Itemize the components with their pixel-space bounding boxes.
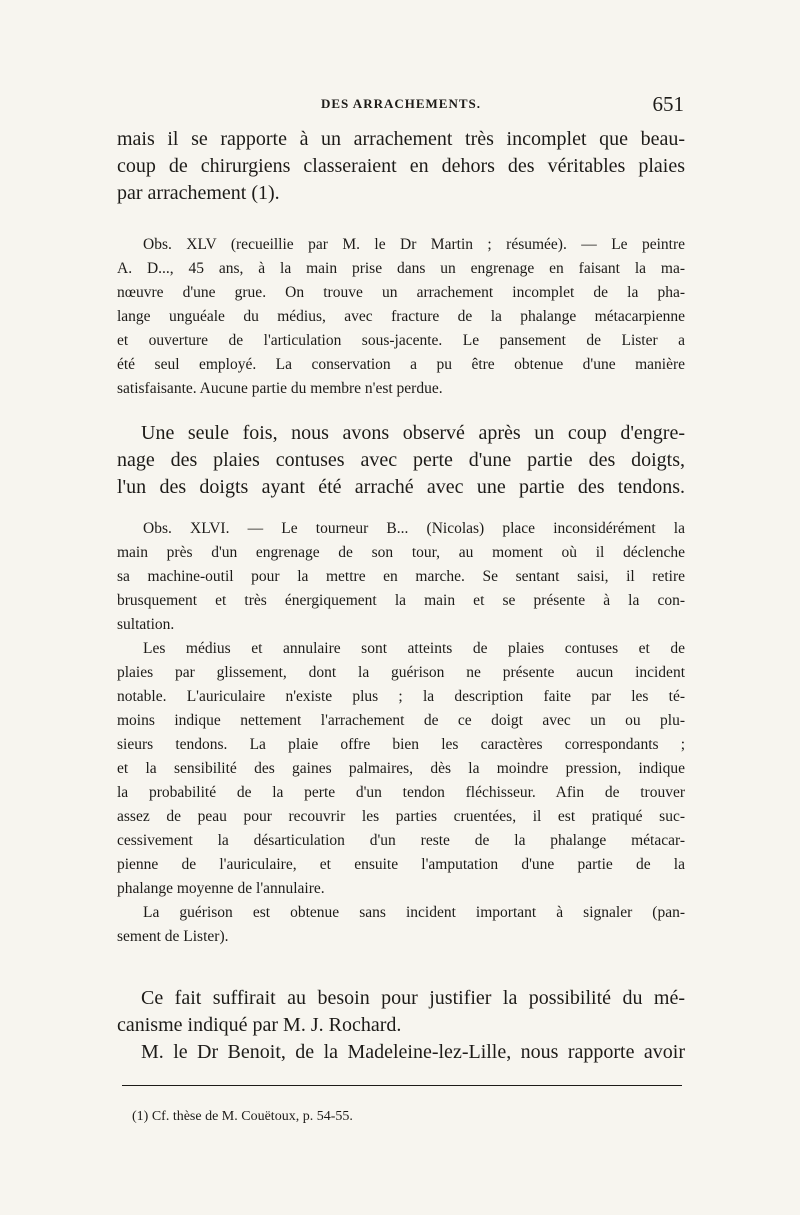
text-line: Une seule fois, nous avons observé après un coup d'engre- (141, 422, 685, 444)
text-line: Obs. XLVI. — Le tourneur B... (Nicolas) place inconsidérément la (143, 520, 685, 537)
text-line: coup de chirurgiens classeraient en dehors des véritables plaies (117, 155, 685, 177)
text-line: nœuvre d'une grue. On trouve un arrachement incomplet de la pha- (117, 284, 685, 301)
page-header (118, 92, 684, 120)
observation-xlv (117, 233, 685, 401)
text-line: sultation. (117, 616, 175, 633)
text-line: été seul employé. La conservation a pu être obtenue d'une manière (117, 356, 685, 373)
text-line: plaies par glissement, dont la guérison ne présente aucun incident (117, 664, 685, 681)
footnote (132, 1108, 692, 1126)
text-line: et la sensibilité des gaines palmaires, dès la moindre pression, indique (117, 760, 685, 777)
paragraph-intro (117, 126, 685, 207)
text-line: mais il se rapporte à un arrachement très incomplet que beau- (117, 128, 685, 150)
text-line: Obs. XLV (recueillie par M. le Dr Martin ; résumée). — Le peintre (143, 236, 685, 253)
paragraph-single-case (117, 420, 685, 501)
text-line: main près d'un engrenage de son tour, au moment où il déclenche (117, 544, 685, 561)
text-line: brusquement et très énergiquement la main et se présente à la con- (117, 592, 685, 609)
text-line: lange unguéale du médius, avec fracture de la phalange métacarpienne (117, 308, 685, 325)
text-line: assez de peau pour recouvrir les parties cruentées, il est pratiqué suc- (117, 808, 685, 825)
text-line: notable. L'auriculaire n'existe plus ; la description faite par les té- (117, 688, 685, 705)
observation-xlvi (117, 517, 685, 949)
text-line: sa machine-outil pour la mettre en marche. Se sentant saisi, il retire (117, 568, 685, 585)
text-line: M. le Dr Benoit, de la Madeleine-lez-Lille, nous rapporte avoir (141, 1041, 685, 1063)
page-number: 651 (652, 92, 684, 116)
text-line: Ce fait suffirait au besoin pour justifier la possibilité du mé- (141, 987, 685, 1009)
footnote-divider (122, 1085, 682, 1086)
text-line: sement de Lister). (117, 928, 229, 945)
text-line: satisfaisante. Aucune partie du membre n'est perdue. (117, 380, 443, 397)
text-line: nage des plaies contuses avec perte d'une partie des doigts, (117, 449, 685, 471)
footnote-text: (1) Cf. thèse de M. Couëtoux, p. 54-55. (132, 1109, 353, 1124)
text-line: pienne de l'auriculaire, et ensuite l'amputation d'une partie de la (117, 856, 685, 873)
text-line: l'un des doigts ayant été arraché avec une partie des tendons. (117, 476, 685, 498)
text-line: La guérison est obtenue sans incident important à signaler (pan- (143, 904, 685, 921)
text-line: la probabilité de la perte d'un tendon fléchisseur. Afin de trouver (117, 784, 685, 801)
running-title: DES ARRACHEMENTS. (320, 96, 482, 111)
text-line: par arrachement (1). (117, 182, 280, 204)
text-line: Les médius et annulaire sont atteints de plaies contuses et de (143, 640, 685, 657)
text-line: A. D..., 45 ans, à la main prise dans un engrenage en faisant la ma- (117, 260, 685, 277)
paragraph-conclusion (117, 985, 685, 1066)
text-line: moins indique nettement l'arrachement de ce doigt avec un ou plu- (117, 712, 685, 729)
text-line: canisme indiqué par M. J. Rochard. (117, 1014, 402, 1036)
text-line: cessivement la désarticulation d'un reste de la phalange métacar- (117, 832, 685, 849)
text-line: sieurs tendons. La plaie offre bien les caractères correspondants ; (117, 736, 685, 753)
text-line: phalange moyenne de l'annulaire. (117, 880, 325, 897)
text-line: et ouverture de l'articulation sous-jacente. Le pansement de Lister a (117, 332, 685, 349)
